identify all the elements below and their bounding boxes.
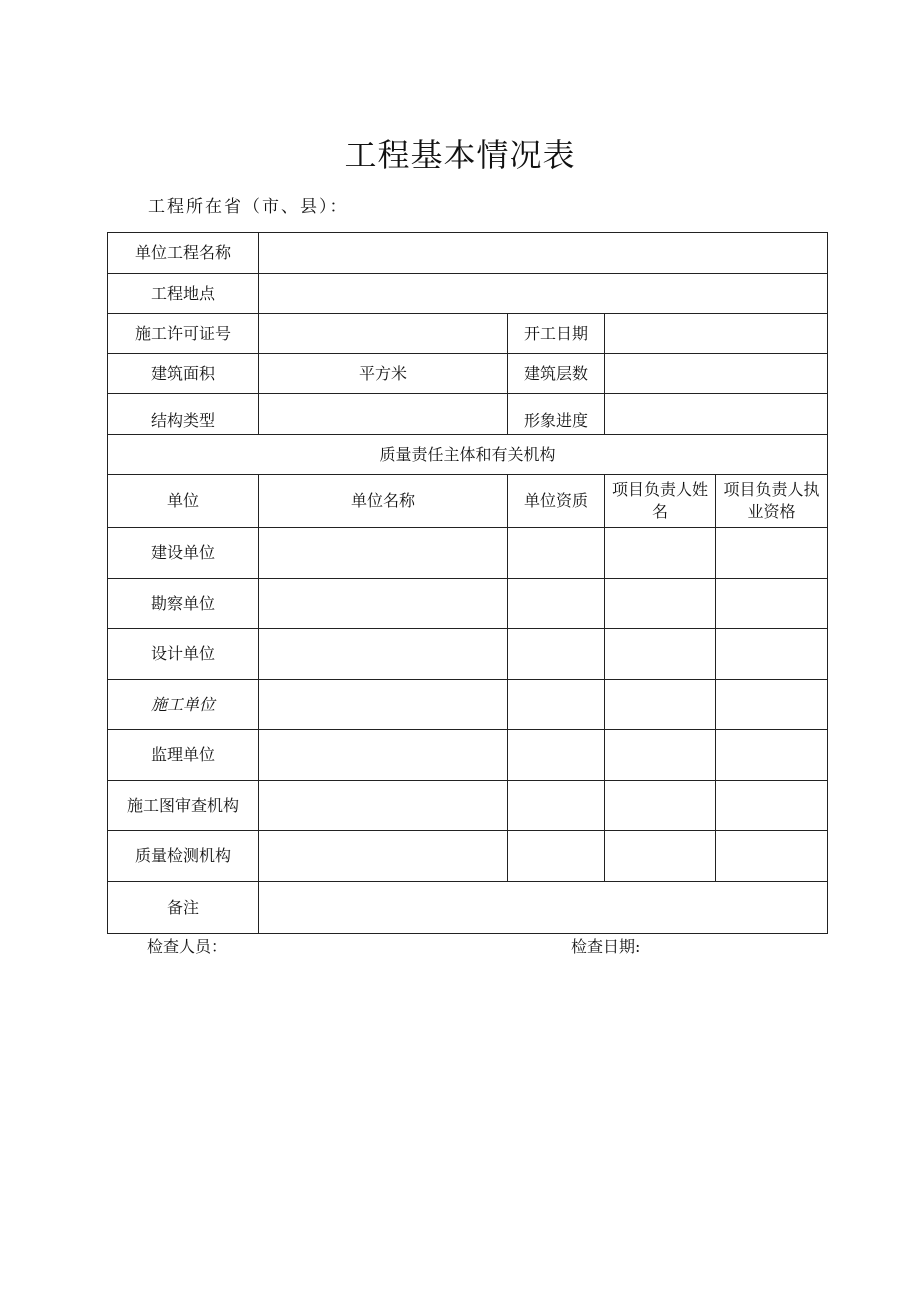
unit-name-cell[interactable] [259,528,508,579]
table-row [108,579,828,629]
unit-qualification-cell[interactable] [508,680,605,730]
section-title: 质量责任主体和有关机构 [108,435,828,475]
label-structure: 结构类型 [108,394,259,435]
leader-license-cell[interactable] [716,579,828,629]
inspector-label: 检查人员： [147,937,228,956]
table-row [108,730,828,781]
field-area[interactable] [259,354,508,394]
location-label: 工程所在省（市、县）： [148,197,349,217]
area-unit: 平方米 [358,363,407,383]
field-permit-no[interactable] [259,314,508,354]
col-header-leader-name: 项目负责人姓名 [605,475,716,528]
unit-name-cell[interactable] [259,680,508,730]
table-row [108,781,828,831]
label-project-name: 单位工程名称 [108,233,259,274]
unit-name-cell[interactable] [259,730,508,781]
page-title: 工程基本情况表 [344,136,576,174]
leader-name-cell[interactable] [605,680,716,730]
label-start-date: 开工日期 [508,314,605,354]
unit-label: 施工单位 [108,680,259,730]
col-header-unit-name: 单位名称 [259,475,508,528]
leader-license-cell[interactable] [716,528,828,579]
unit-qualification-cell[interactable] [508,629,605,680]
field-progress[interactable] [605,394,828,435]
leader-name-cell[interactable] [605,579,716,629]
row-area [108,354,828,394]
unit-qualification-cell[interactable] [508,781,605,831]
unit-label: 施工图审查机构 [108,781,259,831]
leader-license-cell[interactable] [716,680,828,730]
unit-qualification-cell[interactable] [508,528,605,579]
unit-name-cell[interactable] [259,579,508,629]
leader-name-cell[interactable] [605,528,716,579]
row-remarks [108,882,828,934]
field-structure[interactable] [259,394,508,435]
row-project-name [108,233,828,274]
unit-label: 勘察单位 [108,579,259,629]
unit-qualification-cell[interactable] [508,730,605,781]
project-info-table [107,232,828,934]
leader-name-cell[interactable] [605,730,716,781]
label-area: 建筑面积 [108,354,259,394]
unit-label: 设计单位 [108,629,259,680]
inspection-date-label: 检查日期: [571,937,641,956]
col-header-unit: 单位 [108,475,259,528]
field-floors[interactable] [605,354,828,394]
field-start-date[interactable] [605,314,828,354]
table-row [108,629,828,680]
row-project-site [108,274,828,314]
unit-qualification-cell[interactable] [508,831,605,882]
label-remarks: 备注 [108,882,259,934]
unit-name-cell[interactable] [259,629,508,680]
leader-name-cell[interactable] [605,629,716,680]
unit-name-cell[interactable] [259,831,508,882]
label-permit-no: 施工许可证号 [108,314,259,354]
unit-qualification-cell[interactable] [508,579,605,629]
unit-label: 监理单位 [108,730,259,781]
col-header-qualification: 单位资质 [508,475,605,528]
leader-license-cell[interactable] [716,730,828,781]
leader-license-cell[interactable] [716,831,828,882]
row-permit [108,314,828,354]
label-floors: 建筑层数 [508,354,605,394]
unit-label: 建设单位 [108,528,259,579]
label-project-site: 工程地点 [108,274,259,314]
unit-label: 质量检测机构 [108,831,259,882]
row-column-headers [108,475,828,528]
table-row [108,680,828,730]
field-project-name[interactable] [259,233,828,274]
unit-name-cell[interactable] [259,781,508,831]
row-section-title [108,435,828,475]
table-row [108,831,828,882]
leader-name-cell[interactable] [605,831,716,882]
leader-name-cell[interactable] [605,781,716,831]
field-remarks[interactable] [259,882,828,934]
table-row [108,528,828,579]
leader-license-cell[interactable] [716,781,828,831]
col-header-leader-license: 项目负责人执业资格 [716,475,828,528]
leader-license-cell[interactable] [716,629,828,680]
field-project-site[interactable] [259,274,828,314]
label-progress: 形象进度 [508,394,605,435]
row-structure [108,394,828,435]
